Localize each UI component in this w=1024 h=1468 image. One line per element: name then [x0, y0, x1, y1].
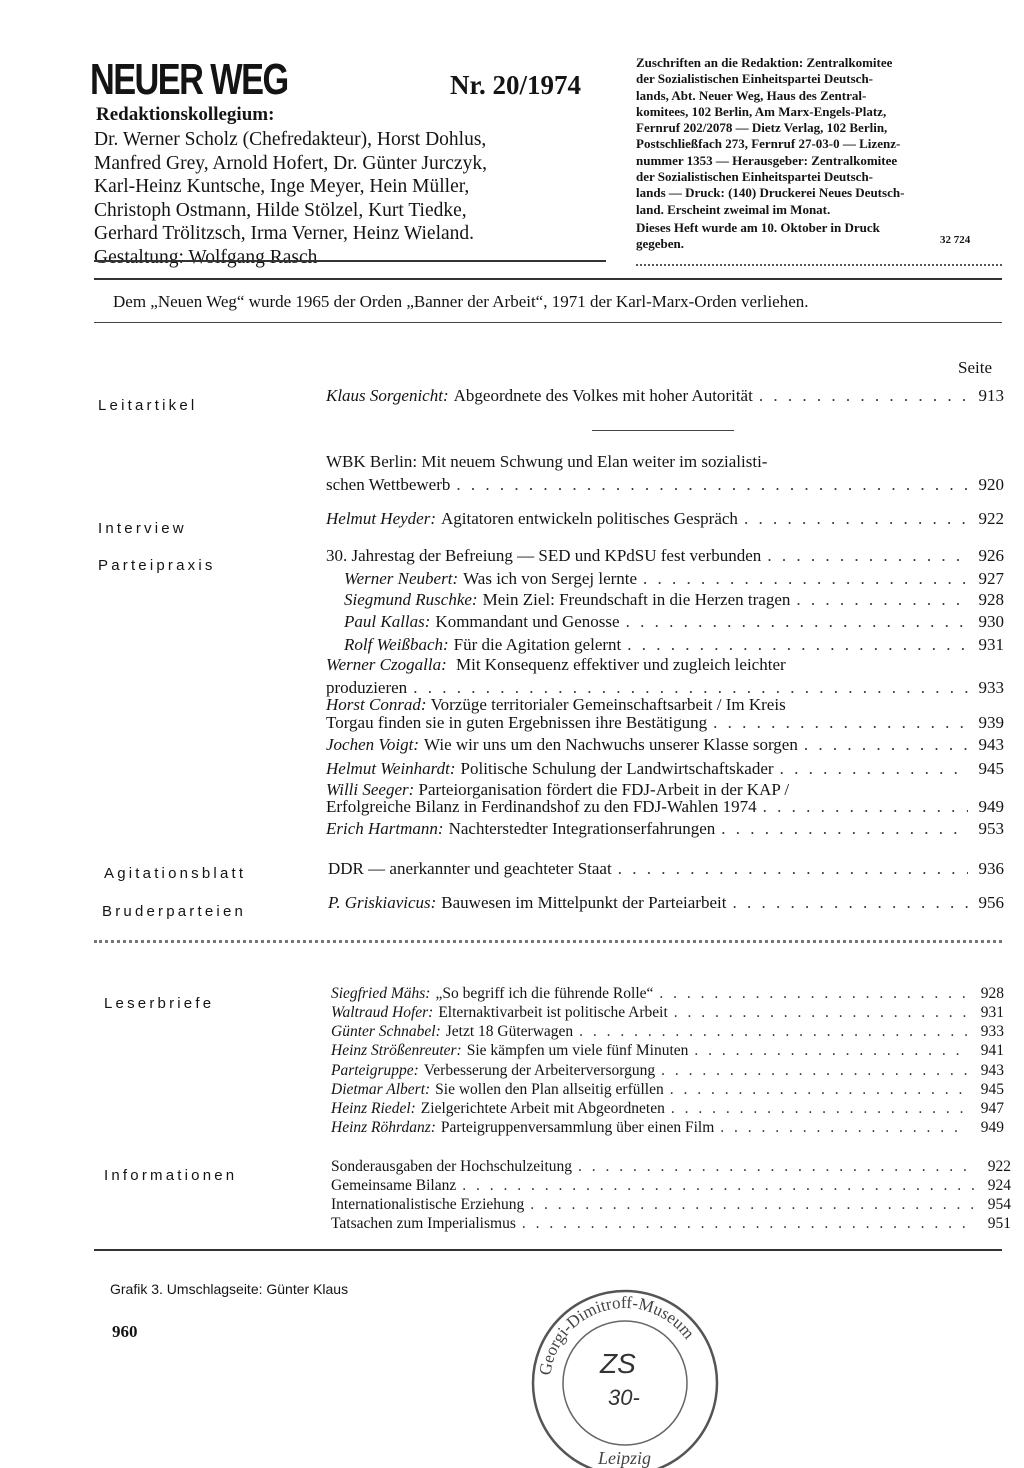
entry-author: Heinz Strößenreuter: [331, 1042, 462, 1059]
board-line: Gestaltung: Wolfgang Rasch [94, 246, 318, 268]
entry-title: Mit Konsequenz effektiver und zugleich leichter [456, 655, 786, 674]
entry-author: Willi Seeger: [326, 780, 415, 799]
entry-title: DDR — anerkannter und geachteter Staat [328, 859, 612, 878]
entry-title: Erfolgreiche Bilanz in Ferdinandshof zu den FDJ-Wahlen 1974 [326, 797, 757, 816]
leader-dots [721, 819, 968, 839]
entry-title: Torgau finden sie in guten Ergebnissen ihre Bestätigung [326, 713, 708, 732]
leader-dots [674, 1004, 968, 1022]
library-stamp [510, 1268, 740, 1468]
section-informationen: Informationen [104, 1167, 238, 1184]
entry-page: 943 [980, 1062, 1004, 1079]
leader-dots [626, 612, 968, 632]
leader-dots [694, 1042, 968, 1060]
entry-page: 949 [980, 1119, 1004, 1136]
entry-page: 956 [978, 893, 1004, 912]
entry-author: Günter Schnabel: [331, 1023, 441, 1040]
leader-dots [579, 1023, 968, 1041]
entry-page: 924 [987, 1177, 1011, 1194]
toc-entry[interactable] [326, 735, 1004, 755]
toc-entry[interactable] [326, 713, 1004, 733]
masthead: NEUER WEG [90, 55, 288, 104]
entry-title: Für die Agitation gelernt [453, 635, 622, 654]
page-column-label: Seite [958, 358, 992, 377]
print-code: 32 724 [940, 234, 971, 246]
entry-page: 945 [978, 759, 1004, 778]
entry-author: Erich Hartmann: [326, 819, 444, 838]
contact-line: der Sozialistischen Einheitspartei Deutsch- [636, 169, 874, 185]
entry-page: 920 [978, 475, 1004, 494]
entry-author: Klaus Sorgenicht: [326, 386, 449, 405]
leader-dots [522, 1215, 975, 1233]
contact-line: Fernruf 202/2078 — Dietz Verlag, 102 Berlin, [636, 120, 888, 136]
info-entry[interactable] [331, 1215, 1011, 1233]
stamp-ring-text: Georgi-Dimitroff-Museum [535, 1292, 699, 1377]
letter-entry[interactable] [331, 1042, 1004, 1060]
contact-line: komitees, 102 Berlin, Am Marx-Engels-Platz, [636, 103, 887, 119]
print-note-line: Dieses Heft wurde am 10. Oktober in Druck [636, 220, 880, 235]
divider [94, 1249, 1002, 1251]
entry-page: 931 [978, 635, 1004, 654]
toc-entry[interactable] [326, 546, 1004, 566]
stamp-mark-bottom: 30- [608, 1385, 640, 1410]
toc-entry[interactable] [326, 797, 1004, 817]
entry-title: Gemeinsame Bilanz [331, 1177, 457, 1194]
entry-author: P. Griskiavicus: [328, 893, 437, 912]
entry-title: Abgeordnete des Volkes mit hoher Autorität [453, 386, 753, 405]
entry-title: Wie wir uns um den Nachwuchs unserer Klasse sorgen [424, 735, 798, 754]
entry-author: Helmut Heyder: [326, 509, 436, 528]
editorial-board [94, 128, 606, 269]
entry-page: 949 [978, 797, 1004, 816]
toc-entry[interactable] [344, 612, 1004, 632]
letter-entry[interactable] [331, 1100, 1004, 1118]
entry-author: Helmut Weinhardt: [326, 759, 456, 778]
print-note-line: gegeben. [636, 236, 685, 251]
leader-dots [578, 1158, 975, 1176]
entry-author: Heinz Riedel: [331, 1100, 416, 1117]
entry-title: Bauwesen im Mittelpunkt der Parteiarbeit [441, 893, 727, 912]
entry-page: 928 [978, 590, 1004, 609]
editorial-board-title: Redaktionskollegium: [96, 104, 275, 125]
entry-page: 954 [987, 1196, 1011, 1213]
leader-dots [759, 386, 968, 406]
entry-title: Elternaktivarbeit ist politische Arbeit [438, 1004, 668, 1021]
leader-dots [763, 797, 968, 817]
entry-title: Parteiorganisation fördert die FDJ-Arbeit in der KAP / [418, 780, 790, 799]
entry-page: 930 [978, 612, 1004, 631]
toc-entry[interactable] [326, 509, 1004, 529]
entry-author: Heinz Röhrdanz: [331, 1119, 436, 1136]
entry-author: Jochen Voigt: [326, 735, 419, 754]
entry-page: 922 [978, 509, 1004, 528]
leader-dots [780, 759, 968, 779]
toc-entry[interactable] [328, 893, 1004, 913]
graphics-credit: Grafik 3. Umschlagseite: Günter Klaus [110, 1281, 349, 1297]
section-bruderparteien: Bruderparteien [102, 903, 247, 920]
contact-line: Postschließfach 273, Fernruf 27-03-0 — Lizenz- [636, 136, 901, 152]
entry-author: Dietmar Albert: [331, 1081, 431, 1098]
leader-dots [671, 1100, 968, 1118]
toc-entry[interactable] [328, 859, 1004, 879]
section-agitationsblatt: Agitationsblatt [104, 865, 247, 882]
entry-page: 945 [980, 1081, 1004, 1098]
contact-info [636, 55, 1002, 218]
entry-title: Kommandant und Genosse [435, 612, 620, 631]
stamp-outer-ring [533, 1291, 717, 1468]
entry-title: schen Wettbewerb [326, 475, 451, 494]
entry-page: 953 [978, 819, 1004, 838]
toc-entry-line[interactable]: WBK Berlin: Mit neuem Schwung und Elan weiter im sozialisti- [326, 452, 768, 471]
entry-page: 928 [980, 985, 1004, 1002]
leader-dots [713, 713, 968, 733]
leader-dots [744, 509, 968, 529]
entry-page: 941 [980, 1042, 1004, 1059]
entry-author: Rolf Weißbach: [344, 635, 449, 654]
contact-line: nummer 1353 — Herausgeber: Zentralkomitee [636, 152, 898, 168]
entry-page: 922 [987, 1158, 1011, 1175]
entry-author: Werner Neubert: [344, 569, 459, 588]
leader-dots [627, 635, 968, 655]
contact-line: lands, Abt. Neuer Weg, Haus des Zentral- [636, 87, 867, 103]
entry-page: 933 [978, 678, 1004, 697]
entry-author: Werner Czogalla: [326, 655, 447, 674]
leader-dots [732, 893, 968, 913]
entry-author: Parteigruppe: [331, 1062, 419, 1079]
leader-dots [661, 1062, 968, 1080]
entry-page: 951 [987, 1215, 1011, 1232]
letter-entry[interactable] [331, 985, 1004, 1003]
entry-title: Vorzüge territorialer Gemeinschaftsarbeit / Im Kreis [430, 695, 786, 714]
award-note: Dem „Neuen Weg“ wurde 1965 der Orden „Banner der Arbeit“, 1971 der Karl-Marx-Orden verliehen. [113, 292, 809, 311]
issue-number: Nr. 20/1974 [450, 70, 582, 100]
entry-title: Parteigruppenversammlung über einen Film [440, 1119, 715, 1136]
entry-page: 936 [978, 859, 1004, 878]
entry-author: Paul Kallas: [344, 612, 431, 631]
letter-entry[interactable] [331, 1119, 1004, 1137]
entry-page: 927 [978, 569, 1004, 588]
board-line: Manfred Grey, Arnold Hofert, Dr. Günter Jurczyk, [94, 152, 487, 174]
entry-page: 933 [980, 1023, 1004, 1040]
entry-author: Waltraud Hofer: [331, 1004, 434, 1021]
leader-dots [796, 590, 968, 610]
letter-entry[interactable] [331, 1081, 1004, 1099]
board-line: Christoph Ostmann, Hilde Stölzel, Kurt Tiedke, [94, 199, 467, 221]
section-interview: Interview [98, 520, 187, 537]
entry-author: Siegmund Ruschke: [344, 590, 478, 609]
contact-line: lands — Druck: (140) Druckerei Neues Deutsch- [636, 185, 905, 201]
stamp-inner-ring [563, 1321, 687, 1445]
leader-dots [530, 1196, 975, 1214]
entry-title: Sie kämpfen um viele fünf Minuten [466, 1042, 689, 1059]
leader-dots [670, 1081, 968, 1099]
leader-dots [643, 569, 968, 589]
letter-entry[interactable] [331, 1062, 1004, 1080]
page-number: 960 [112, 1322, 138, 1341]
toc-entry[interactable] [344, 590, 1004, 610]
entry-page: 947 [980, 1100, 1004, 1117]
toc-entry[interactable] [326, 475, 1004, 495]
section-leserbriefe: Leserbriefe [104, 995, 215, 1012]
info-entry[interactable] [331, 1177, 1011, 1195]
toc-entry[interactable] [326, 819, 1004, 839]
entry-title: Zielgerichtete Arbeit mit Abgeordneten [420, 1100, 665, 1117]
entry-author: Horst Conrad: [326, 695, 427, 714]
toc-entry[interactable] [344, 635, 1004, 655]
entry-title: produzieren [326, 678, 408, 697]
leader-dots [659, 985, 968, 1003]
info-entry[interactable] [331, 1158, 1011, 1176]
entry-title: Agitatoren entwickeln politisches Gespräch [441, 509, 738, 528]
divider [94, 278, 1002, 280]
info-entry[interactable] [331, 1196, 1011, 1214]
section-parteipraxis: Parteipraxis [98, 557, 216, 574]
entry-title: Sie wollen den Plan allseitig erfüllen [435, 1081, 664, 1098]
leader-dots [462, 1177, 975, 1195]
leader-dots [456, 475, 968, 495]
entry-author: Siegfried Mähs: [331, 985, 431, 1002]
entry-title: Politische Schulung der Landwirtschaftskader [460, 759, 774, 778]
toc-entry[interactable] [326, 759, 1004, 779]
entry-title: Nachterstedter Integrationserfahrungen [448, 819, 716, 838]
letter-entry[interactable] [331, 1004, 1004, 1022]
entry-page: 926 [978, 546, 1004, 565]
entry-page: 939 [978, 713, 1004, 732]
divider [636, 264, 1002, 266]
entry-title: Mein Ziel: Freundschaft in die Herzen tragen [482, 590, 791, 609]
board-line: Karl-Heinz Kuntsche, Inge Meyer, Hein Müller, [94, 176, 470, 197]
entry-title: 30. Jahrestag der Befreiung — SED und KPdSU fest verbunden [326, 546, 762, 565]
entry-title: Internationalistische Erziehung [331, 1196, 525, 1213]
contact-line: der Sozialistischen Einheitspartei Deutsch- [636, 71, 874, 87]
contact-line: land. Erscheint zweimal im Monat. [636, 201, 831, 217]
stamp-city: Leipzig [598, 1448, 652, 1468]
entry-title: Verbesserung der Arbeiterversorgung [423, 1062, 656, 1079]
divider [94, 322, 1002, 323]
entry-page: 931 [980, 1004, 1004, 1021]
contact-line: Zuschriften an die Redaktion: Zentralkomitee [636, 55, 893, 70]
section-leitartikel: Leitartikel [98, 397, 198, 414]
entry-title: Sonderausgaben der Hochschulzeitung [331, 1158, 573, 1175]
leader-dots [804, 735, 968, 755]
entry-page: 913 [978, 386, 1004, 405]
entry-title: Was ich von Sergej lernte [463, 569, 638, 588]
entry-title: Tatsachen zum Imperialismus [331, 1215, 516, 1232]
leader-dots [767, 546, 968, 566]
toc-entry-line[interactable] [326, 695, 786, 715]
leader-dots [720, 1119, 968, 1137]
stamp-mark-top: ZS [600, 1348, 636, 1379]
letter-entry[interactable] [331, 1023, 1004, 1041]
toc-entry[interactable] [326, 386, 1004, 406]
divider [94, 940, 1002, 943]
divider [94, 260, 606, 262]
leader-dots [618, 859, 968, 879]
board-line: Gerhard Trölitzsch, Irma Verner, Heinz Wieland. [94, 223, 475, 244]
entry-title: Jetzt 18 Güterwagen [445, 1023, 574, 1040]
entry-title: „So begriff ich die führende Rolle“ [435, 985, 654, 1002]
toc-entry-line[interactable] [326, 655, 786, 675]
entry-page: 943 [978, 735, 1004, 754]
divider [592, 430, 734, 431]
toc-entry[interactable] [344, 569, 1004, 589]
board-line: Dr. Werner Scholz (Chefredakteur), Horst Dohlus, [94, 129, 487, 150]
